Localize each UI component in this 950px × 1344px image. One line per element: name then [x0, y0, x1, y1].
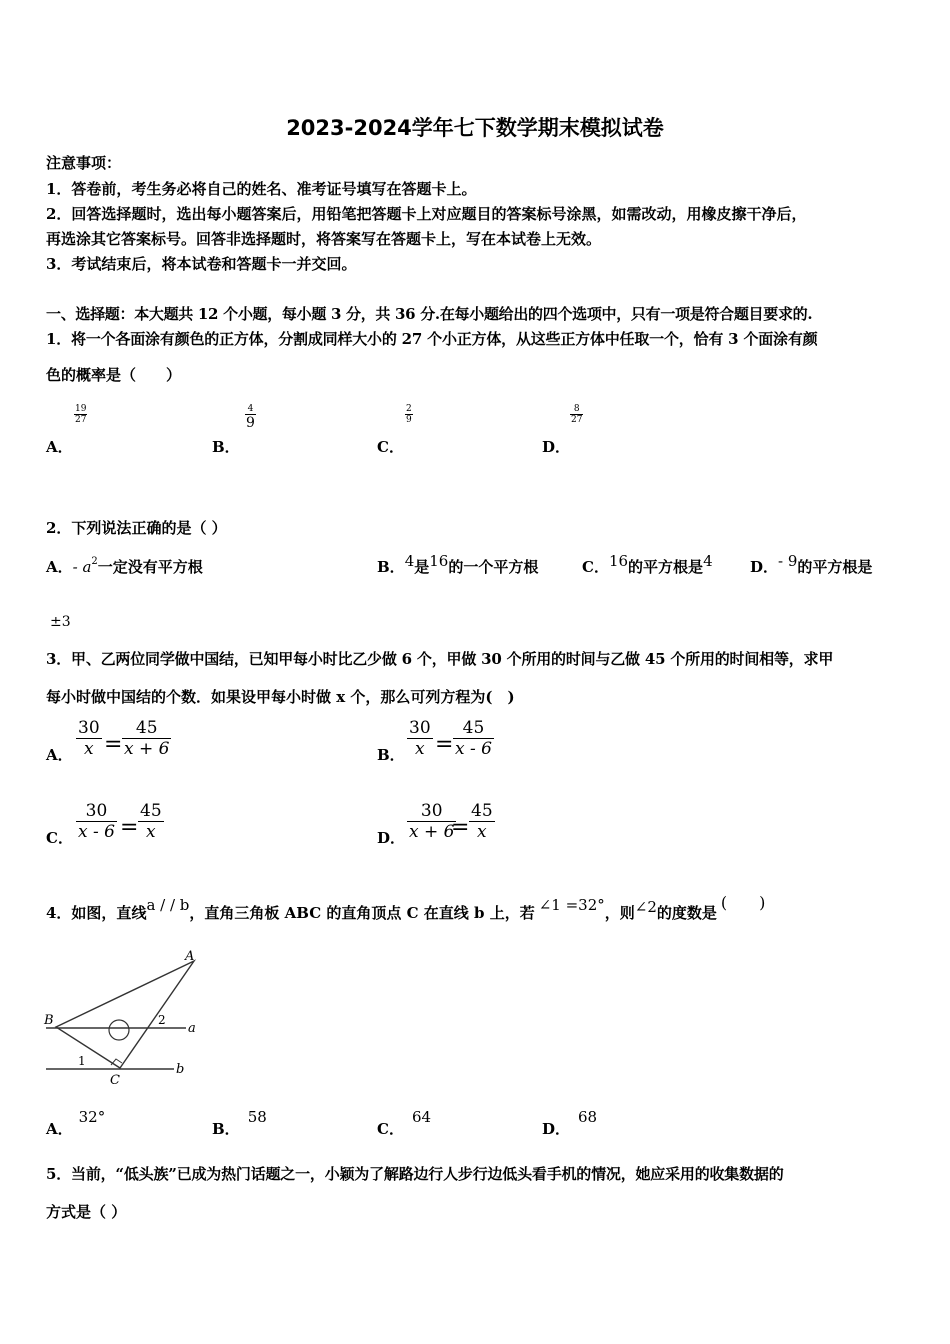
denominator: x: [415, 739, 425, 759]
fraction-right: [469, 801, 495, 842]
option-value: 64: [411, 1108, 432, 1126]
q4-option-d[interactable]: [542, 1106, 598, 1138]
equals-sign: =: [120, 815, 139, 840]
fraction-right: [453, 718, 494, 759]
numerator: 8: [570, 404, 583, 415]
option-label: D．: [377, 829, 406, 847]
option-label: A．: [46, 438, 73, 456]
option-label: D．: [542, 1120, 571, 1138]
section-heading: 一、选择题：本大题共 12 个小题，每小题 3 分，共 36 分.在每小题给出的四个选项中，只有一项是符合题目要求的.: [46, 305, 813, 323]
q1-stem-cont: 色的概率是（ ）: [46, 366, 182, 384]
exponent: 2: [91, 556, 98, 567]
math: 16: [429, 552, 449, 570]
option-label: D．: [750, 558, 779, 576]
q4-stem: [46, 893, 766, 923]
option-value: 68: [578, 1108, 598, 1126]
option-text: 一定没有平方根: [97, 558, 203, 576]
option-text: 的平方根是: [797, 558, 873, 576]
q2-option-d[interactable]: [750, 552, 873, 577]
notice-item: 2．回答选择题时，选出每小题答案后，用铅笔把答题卡上对应题目的答案标号涂黑，如需改动，用橡皮擦干净后，: [46, 205, 807, 223]
q3-stem: 3．甲、乙两位同学做中国结，已知甲每小时比乙少做 6 个，甲做 30 个所用的时间与乙做 45 个所用的时间相等，求甲: [46, 650, 834, 668]
fraction-left: [407, 718, 433, 759]
q4-option-b[interactable]: [212, 1106, 267, 1138]
label-b: b: [176, 1062, 185, 1077]
math: ( ): [720, 893, 766, 912]
math: 4: [404, 552, 415, 570]
numerator: 45: [140, 801, 162, 821]
stem-text: 的度数是: [656, 904, 717, 922]
option-value: 58: [247, 1108, 267, 1126]
fraction-right: [122, 718, 171, 759]
option-text: 的一个平方根: [448, 558, 539, 576]
fraction: [570, 404, 583, 425]
notice-item: 3．考试结束后，将本试卷和答题卡一并交回。: [46, 255, 357, 273]
q1-stem: 1．将一个各面涂有颜色的正方体，分割成同样大小的 27 个小正方体，从这些正方体中任取一个，恰有 3 个面涂有颜: [46, 330, 818, 348]
label-A: A: [185, 949, 195, 964]
fraction: [245, 404, 256, 431]
denominator: 27: [75, 415, 87, 425]
option-label: B．: [212, 1120, 240, 1138]
fraction-left: [76, 801, 117, 842]
numerator: 19: [75, 404, 87, 414]
equals-sign: =: [435, 732, 454, 757]
triangle-figure: [40, 944, 210, 1090]
q2-option-b[interactable]: [377, 552, 539, 577]
fraction: [74, 404, 87, 425]
math: a / / b: [146, 896, 190, 914]
stem-text: ，直角三角板 ABC 的直角顶点 C 在直线 b 上，若: [189, 904, 535, 922]
option-label: C．: [46, 829, 73, 847]
denominator: x - 6: [78, 822, 115, 842]
equals-sign: =: [104, 732, 123, 757]
numerator: 45: [122, 718, 171, 739]
label-C: C: [110, 1073, 120, 1088]
denominator: x + 6: [124, 739, 170, 759]
fraction-right: [138, 801, 164, 842]
option-label: A．: [46, 558, 73, 576]
denominator: 27: [571, 415, 583, 425]
q4-option-c[interactable]: [377, 1106, 432, 1138]
option-label: A．: [46, 746, 73, 764]
q5-stem: 5．当前，“低头族”已成为热门话题之一，小颖为了解路边行人步行边低头看手机的情况，她应采用的收集数据的: [46, 1165, 784, 1183]
fraction-left: [76, 718, 102, 759]
denominator: x: [84, 739, 94, 759]
option-label: B．: [377, 558, 405, 576]
math: ∠1 =32°: [538, 896, 605, 914]
q4-option-a[interactable]: [46, 1106, 106, 1138]
numerator: 4: [245, 404, 256, 415]
option-label: D．: [542, 438, 571, 456]
option-label: B．: [212, 438, 240, 456]
math: - a: [72, 558, 92, 576]
q3-stem-cont: 每小时做中国结的个数．如果设甲每小时做 x 个，那么可列方程为( ): [46, 688, 515, 706]
option-label: B．: [377, 746, 405, 764]
math: ∠2: [634, 898, 657, 916]
q2-option-a[interactable]: [46, 556, 203, 577]
numerator: 30: [78, 718, 100, 738]
denominator: x + 6: [409, 822, 455, 842]
denominator: x: [146, 822, 156, 842]
numerator: 30: [76, 801, 117, 822]
q2-option-c[interactable]: [582, 552, 713, 577]
label-angle-1: 1: [78, 1054, 86, 1068]
math: - 9: [778, 552, 798, 570]
page-title: 2023-2024学年七下数学期末模拟试卷: [286, 116, 664, 140]
option-text: 的平方根是: [628, 558, 704, 576]
triangle-abc: [56, 961, 194, 1068]
option-label: C．: [377, 438, 404, 456]
numerator: 30: [407, 801, 456, 822]
option-label: C．: [582, 558, 609, 576]
label-angle-2: 2: [158, 1013, 166, 1027]
numerator: 45: [453, 718, 494, 739]
q2-option-d-cont: ±3: [50, 614, 71, 630]
denominator: x - 6: [455, 739, 492, 759]
math: 16: [608, 552, 629, 570]
angle-circle: [109, 1020, 129, 1040]
option-label: C．: [377, 1120, 404, 1138]
notice-item: 1．答卷前，考生务必将自己的姓名、准考证号填写在答题卡上。: [46, 180, 477, 198]
equals-sign: =: [451, 815, 470, 840]
denominator: 9: [406, 415, 412, 425]
option-text: 是: [414, 558, 430, 576]
math: 4: [703, 552, 713, 570]
option-label: A．: [46, 1120, 73, 1138]
numerator: 2: [406, 404, 412, 414]
fraction: [405, 404, 413, 425]
label-a: a: [188, 1021, 196, 1036]
fraction-left: [407, 801, 456, 842]
numerator: 45: [471, 801, 493, 821]
notice-heading: 注意事项：: [46, 154, 122, 172]
notice-item: 再选涂其它答案标号。回答非选择题时，将答案写在答题卡上，写在本试卷上无效。: [46, 230, 602, 248]
stem-text: 4．如图，直线: [46, 904, 147, 922]
option-value: 32°: [78, 1108, 106, 1126]
denominator: 9: [246, 415, 255, 431]
q5-stem-cont: 方式是（ ）: [46, 1203, 127, 1221]
numerator: 30: [409, 718, 431, 738]
label-B: B: [44, 1013, 54, 1028]
denominator: x: [477, 822, 487, 842]
q2-stem: 2．下列说法正确的是（ ）: [46, 519, 227, 537]
stem-text: ，则: [604, 904, 635, 922]
